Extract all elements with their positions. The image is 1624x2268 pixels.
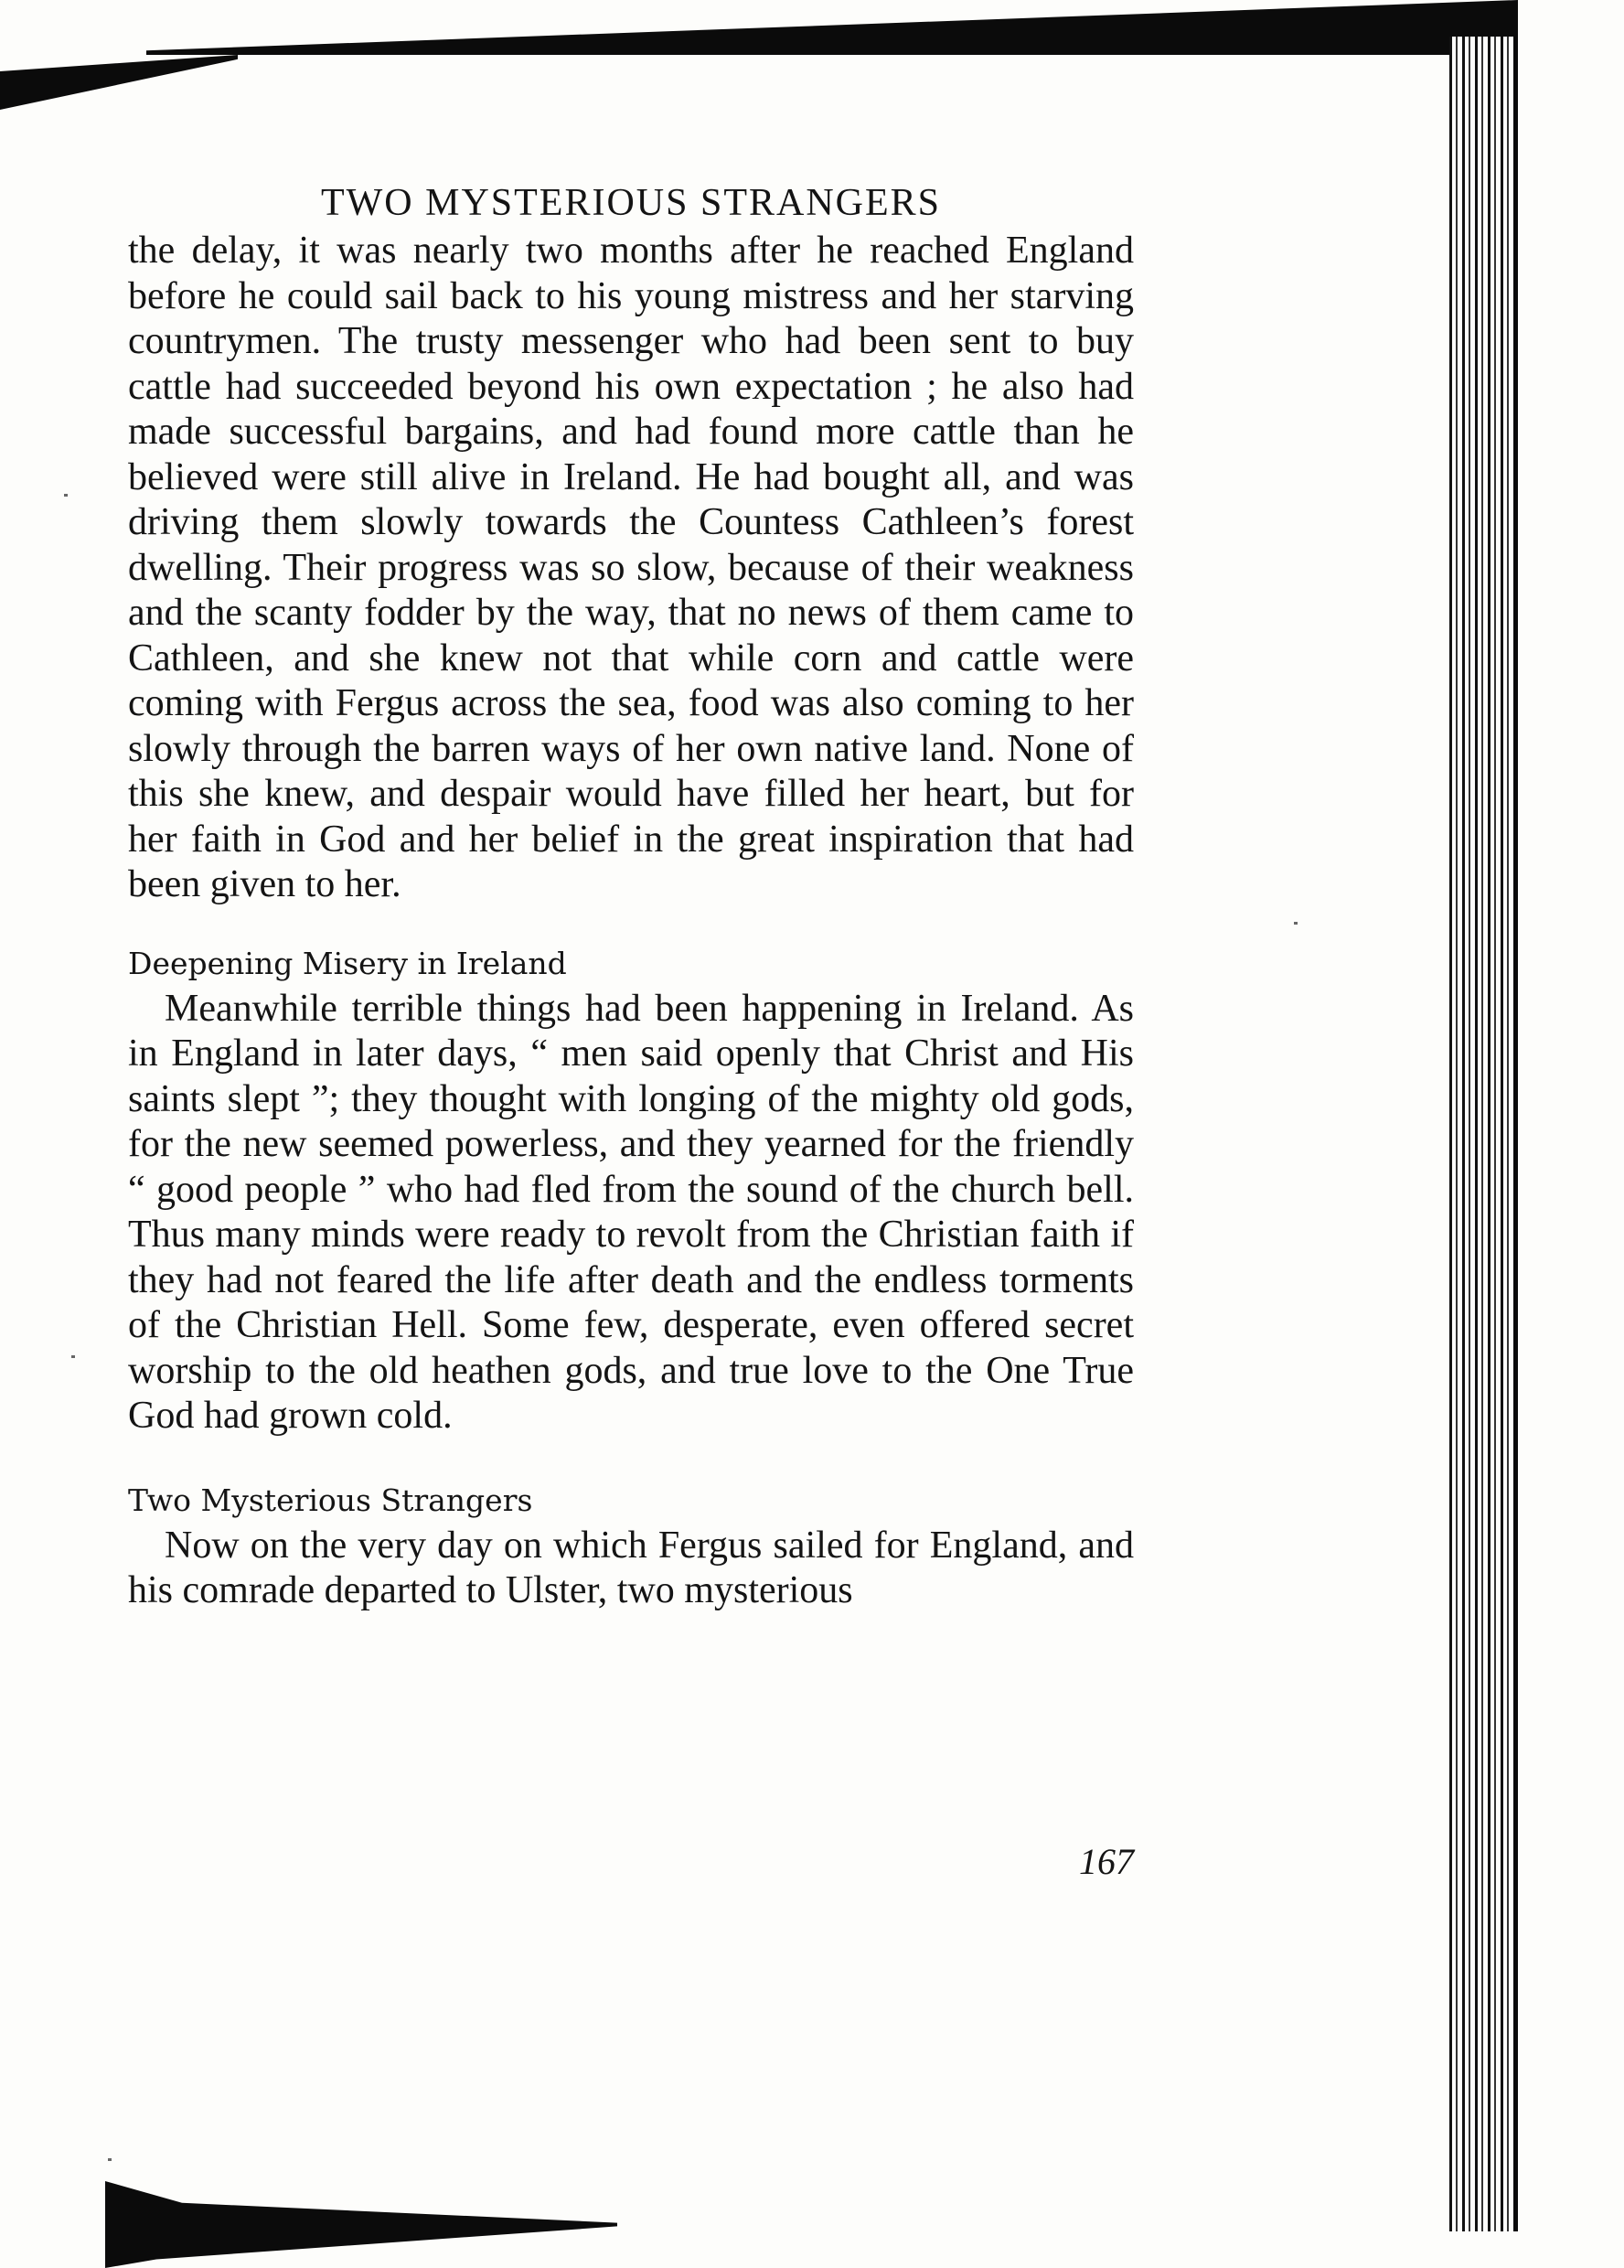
scan-shadow-top-left (0, 55, 238, 110)
running-head: TWO MYSTERIOUS STRANGERS (320, 182, 942, 224)
page-number: 167 (1079, 1841, 1134, 1882)
section-heading: Deepening Misery in Ireland (128, 945, 567, 981)
scan-shadow-top (146, 0, 1518, 55)
scan-shadow-bottom (105, 2181, 617, 2268)
scan-margin-right (1518, 0, 1624, 2268)
text-body (128, 229, 1134, 1614)
scan-speck (71, 1355, 75, 1358)
scan-speck (1294, 922, 1298, 925)
paragraph: Now on the very day on which Fergus sailed for England, and his comrade departed to Ulster, two mysterious (128, 1524, 1134, 1611)
paragraph: Meanwhile terrible things had been happening in Ireland. As in England in later days, “ men said openly that Christ and His saints slept ”; they thought with longing of the mighty old gods, for the new seemed powerless, and they yearned for the friendly “ good people ” who had fled from the sound of the church bell. Thus many minds were ready to revolt from the Christian faith if they had not feared the life after death and the endless torments of the Christian Hell. Some few, desperate, even offered secret worship to the old heathen gods, and true love to the One True God had grown cold. (128, 987, 1134, 1437)
section-heading: Two Mysterious Strangers (128, 1482, 533, 1518)
scan-speck (64, 494, 68, 497)
scan-speck (108, 2158, 112, 2161)
paragraph: the delay, it was nearly two months after he reached England before he could sail back to his young mistress and her starving countrymen. The trusty messenger who had been sent to buy cattle had succeeded beyond his own expectation ; he also had made successful bargains, and had found more cattle than he believed were still alive in Ireland. He had bought all, and was driving them slowly towards the Countess Cathleen’s forest dwelling. Their progress was so slow, because of their weakness and the scanty fodder by the way, that no news of them came to Cathleen, and she knew not that while corn and cattle were coming with Fergus across the sea, food was also coming to her slowly through the barren ways of her own native land. None of this she knew, and despair would have filled her heart, but for her faith in God and her belief in the great inspiration that had been given to her. (128, 230, 1134, 905)
